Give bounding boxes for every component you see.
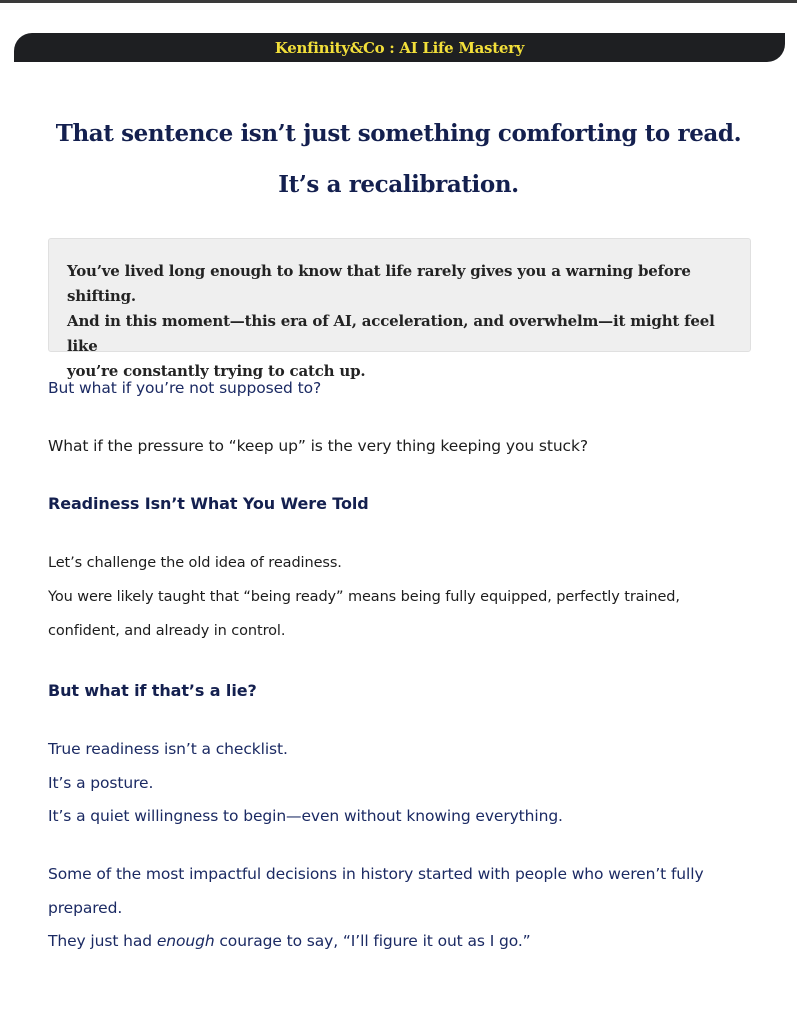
section2-line-3: It’s a quiet willingness to begin—even without knowing everything. xyxy=(48,807,563,825)
section3-line-3-prefix: They just had xyxy=(48,932,157,950)
section1-line-1: Let’s challenge the old idea of readiness. xyxy=(48,555,342,571)
section1-line-3: confident, and already in control. xyxy=(48,623,286,639)
banner-title: Kenfinity&Co : AI Life Mastery xyxy=(274,38,525,57)
top-rule xyxy=(0,0,797,3)
headline-line-1: That sentence isn’t just something comforting to read. xyxy=(55,120,742,147)
section3-line-1: Some of the most impactful decisions in history started with people who weren’t fully xyxy=(48,865,704,883)
callout-line-3: you’re constantly trying to catch up. xyxy=(67,362,366,380)
section3-line-2: prepared. xyxy=(48,899,123,917)
section-heading-readiness: Readiness Isn’t What You Were Told xyxy=(48,494,369,513)
question-2: What if the pressure to “keep up” is the very thing keeping you stuck? xyxy=(48,437,588,455)
callout-box xyxy=(48,238,751,380)
section1-line-2: You were likely taught that “being ready” means being fully equipped, perfectly trained, xyxy=(48,589,680,605)
headline-line-2: It’s a recalibration. xyxy=(278,171,519,198)
header-banner xyxy=(14,33,785,62)
section2-line-2: It’s a posture. xyxy=(48,774,154,792)
section3-line-3-suffix: courage to say, “I’ll figure it out as I go.” xyxy=(214,932,531,950)
callout-line-1: You’ve lived long enough to know that life rarely gives you a warning before shifting. xyxy=(67,262,691,305)
callout-line-2: And in this moment—this era of AI, acceleration, and overwhelm—it might feel like xyxy=(67,312,715,355)
emphasis-enough: enough xyxy=(156,932,215,950)
section3-line-3 xyxy=(48,932,531,950)
question-1: But what if you’re not supposed to? xyxy=(48,379,322,397)
section2-line-1: True readiness isn’t a checklist. xyxy=(48,740,288,758)
section-heading-lie: But what if that’s a lie? xyxy=(48,681,257,700)
